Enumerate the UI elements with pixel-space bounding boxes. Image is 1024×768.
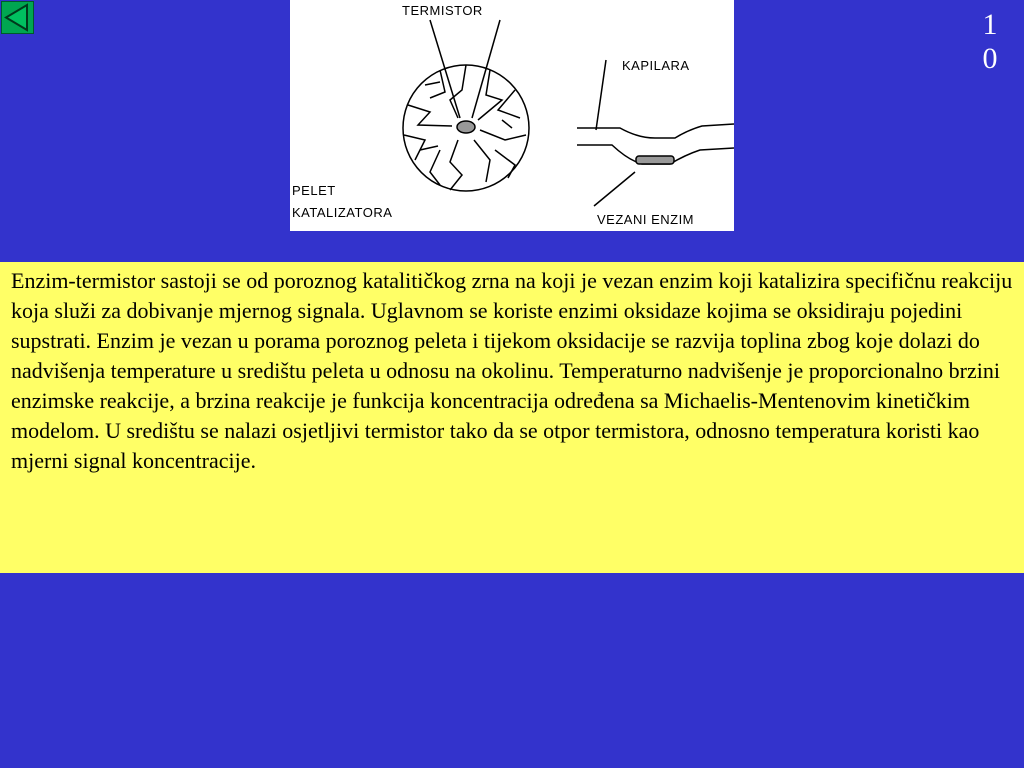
capillary-pointer-line <box>596 60 606 130</box>
thermistor-bead <box>457 121 475 133</box>
description-text: Enzim-termistor sastoji se od poroznog katalitičkog zrna na koji je vezan enzim koji katalizira specifičnu reakciju koja služi za dobivanje mjernog signala. Uglavnom se koriste enzimi oksidaze kojima se oksidiraju pojedini supstrati. Enzim je vezan u porama poroznog peleta i tijekom oksidacije se razvija toplina zbog koje dolazi do nadvišenja temperature u središtu peleta u odnosu na okolinu. Temperaturno nadvišenje je proporcionalno brzini enzimske reakcije, a brzina reakcije je funkcija koncentracija određena sa Michaelis-Mentenovim kinetičkim modelom. U središtu se nalazi osjetljivi termistor tako da se otpor termistora, odnosno temperatura koristi kao mjerni signal koncentracije. <box>11 268 1013 473</box>
diagram-canvas <box>290 0 734 231</box>
back-button[interactable] <box>1 1 34 34</box>
capillary-upper-wall <box>577 124 734 138</box>
triangle-left-icon <box>1 1 34 34</box>
label-pelet: PELET <box>292 183 336 198</box>
label-kapilara: KAPILARA <box>622 58 690 73</box>
enzyme-thermistor-diagram <box>290 0 734 231</box>
bound-enzyme-band <box>636 156 674 164</box>
slide-number-digit: 1 <box>982 8 998 41</box>
label-termistor: TERMISTOR <box>402 3 483 18</box>
label-katalizatora: KATALIZATORA <box>292 205 393 220</box>
description-text-box <box>0 262 1024 573</box>
slide-number-digit: 0 <box>982 42 998 75</box>
slide-number <box>978 8 1002 76</box>
label-vezani-enzim: VEZANI ENZIM <box>597 212 695 227</box>
bound-enzyme-pointer-line <box>594 172 635 206</box>
